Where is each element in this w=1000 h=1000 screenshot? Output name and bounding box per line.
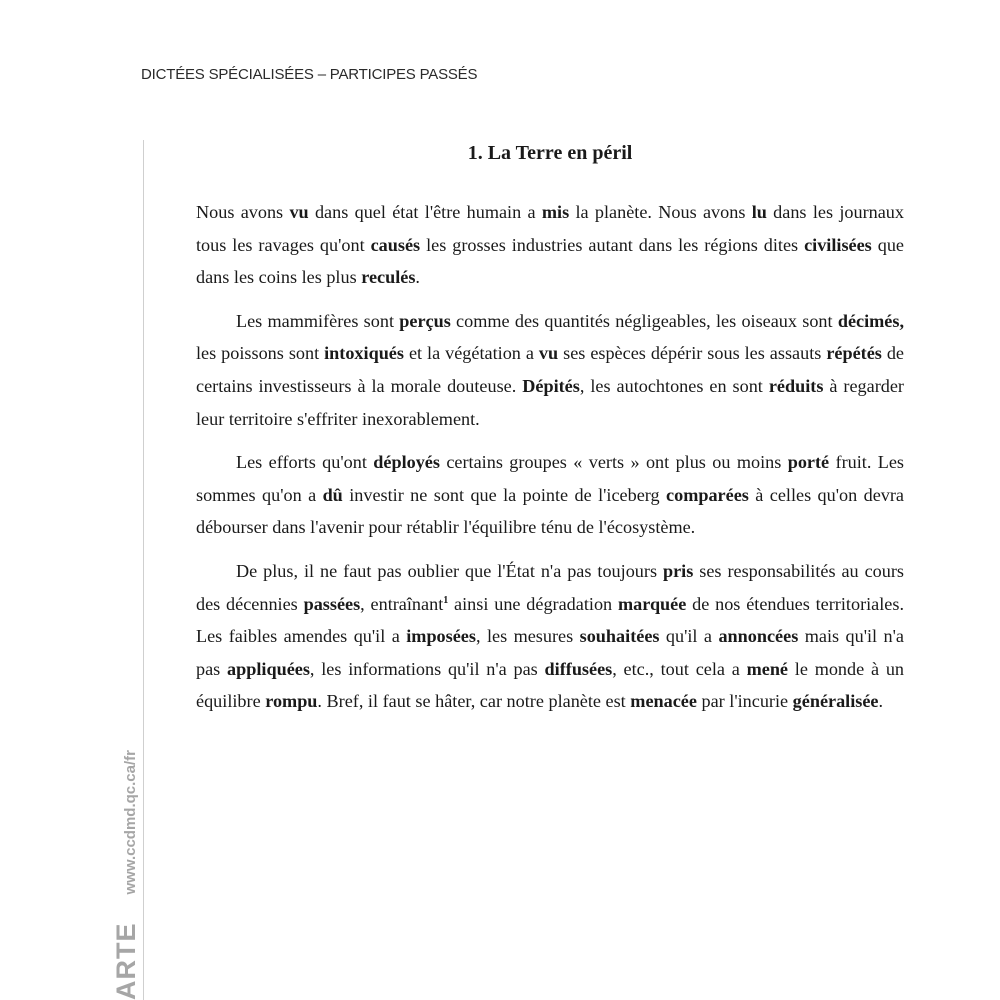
page-title: 1. La Terre en péril <box>467 142 633 164</box>
participle: imposées <box>406 626 476 647</box>
text-run: qu'il a <box>659 626 719 647</box>
participle: menacée <box>630 691 697 712</box>
paragraph <box>196 446 904 544</box>
text-run: mais qu'il n'a pas <box>196 626 904 679</box>
paragraph <box>196 555 904 718</box>
text-run: , les informations qu'il n'a pas <box>309 658 545 679</box>
text-run: certains groupes « verts » ont plus ou moins <box>439 452 788 473</box>
participle: porté <box>787 452 830 473</box>
participle: généralisée <box>792 691 879 712</box>
participle: marquée <box>617 593 687 614</box>
text-run: , entraînant <box>360 593 444 614</box>
participle: annoncées <box>718 626 799 647</box>
participle: lu <box>751 202 767 222</box>
text-run: que dans les coins les plus <box>196 234 904 288</box>
participle: diffusées <box>544 658 613 679</box>
participle: passées <box>303 593 361 614</box>
text-run: les poissons sont <box>196 343 325 364</box>
text-run: investir ne sont que la pointe de l'iceberg <box>342 484 667 505</box>
text-run: à celles qu'on devra débourser dans l'avenir pour rétablir l'équilibre ténu de l'écosystème. <box>196 484 904 538</box>
participle: reculés <box>361 267 416 288</box>
participle: mené <box>746 658 789 679</box>
text-run: , les mesures <box>475 626 580 647</box>
participle: causés <box>370 234 421 255</box>
participle: déployés <box>373 452 440 473</box>
text-run: dans quel état l'être humain a <box>308 202 542 222</box>
participle: réduits <box>768 375 824 396</box>
text-run: dans les journaux tous les ravages qu'ont <box>196 202 904 255</box>
text-run: Les efforts qu'ont <box>236 452 374 473</box>
side-brand: ARTE <box>111 922 141 1000</box>
text-run: les grosses industries autant dans les régions dites <box>420 234 805 255</box>
participle: décimés, <box>837 310 905 331</box>
text-run: à regarder leur territoire s'effriter inexorablement. <box>196 375 904 429</box>
participle: Dépités <box>522 375 580 396</box>
footnote-ref: 1 <box>443 594 449 606</box>
text-run: le monde à un équilibre <box>196 658 905 712</box>
text-run: , les autochtones en sont <box>579 375 769 396</box>
text-run: De plus, il ne faut pas oublier que l'État n'a pas toujours <box>236 560 663 581</box>
text-run: . <box>878 691 884 712</box>
text-run: ainsi une dégradation <box>448 593 618 614</box>
text-run: ses espèces dépérir sous les assauts <box>558 343 827 364</box>
participle: répétés <box>826 343 882 364</box>
text-run: et la végétation a <box>403 343 539 364</box>
participle: comparées <box>666 484 749 505</box>
participle: intoxiqués <box>324 343 404 364</box>
text-run: . Bref, il faut se hâter, car notre planète est <box>317 691 631 712</box>
text-run: Nous avons <box>196 202 290 222</box>
participle: pris <box>662 560 694 581</box>
participle: civilisées <box>804 234 872 255</box>
running-header: DICTÉES SPÉCIALISÉES – PARTICIPES PASSÉS <box>141 66 478 83</box>
participle: appliquées <box>227 658 310 679</box>
text-run: de nos étendues territoriales. Les faibles amendes qu'il a <box>196 593 904 647</box>
paragraph <box>196 305 904 435</box>
side-vertical-text <box>111 750 142 1000</box>
text-run: . <box>415 267 420 288</box>
participle: souhaitées <box>579 626 660 647</box>
text-run: , etc., tout cela a <box>612 658 747 679</box>
text-run: comme des quantités négligeables, les oiseaux sont <box>450 310 838 331</box>
participle: mis <box>541 202 570 222</box>
participle: vu <box>289 202 309 222</box>
text-run: la planète. Nous avons <box>569 202 752 222</box>
text-run: fruit. Les sommes qu'on a <box>196 452 905 505</box>
text-run: de certains investisseurs à la morale douteuse. <box>196 343 905 396</box>
text-run: ses responsabilités au cours des décennies <box>196 560 905 614</box>
text-run: Les mammifères sont <box>236 310 400 331</box>
participle: rompu <box>265 691 318 712</box>
text-run: par l'incurie <box>696 691 793 712</box>
participle: dû <box>322 484 343 505</box>
side-url: www.ccdmd.qc.ca/fr <box>122 750 139 895</box>
paragraph <box>196 196 904 294</box>
participle: perçus <box>399 310 451 331</box>
margin-rule <box>143 140 144 1000</box>
participle: vu <box>538 343 559 364</box>
dictation-text <box>196 196 904 729</box>
